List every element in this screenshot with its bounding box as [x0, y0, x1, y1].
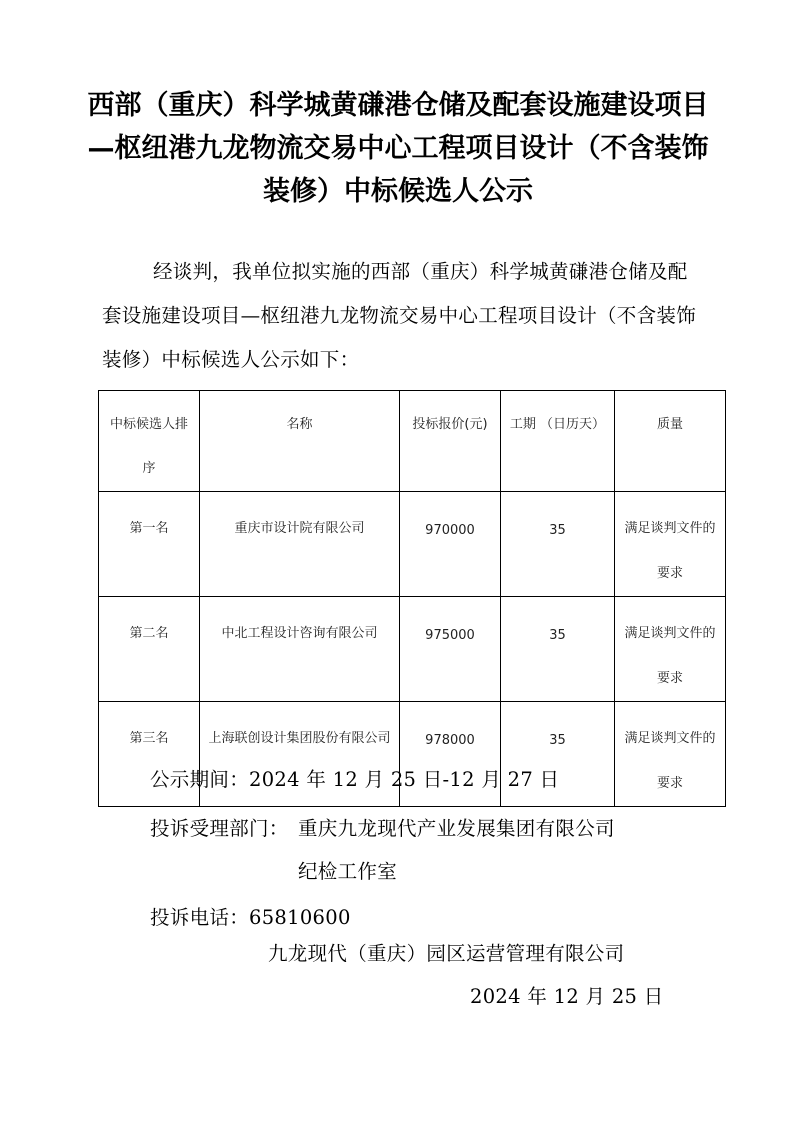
- price-cell: 970000: [400, 492, 501, 597]
- issue-date: 2024 年 12 月 25 日: [470, 985, 664, 1008]
- header-price: 投标报价(元): [400, 391, 501, 492]
- quality-cell: 满足谈判文件的要求: [615, 492, 726, 597]
- table-header-row: [99, 391, 726, 492]
- header-name: 名称: [200, 391, 400, 492]
- days-cell: 35: [501, 597, 615, 702]
- header-quality: 质量: [615, 391, 726, 492]
- days-cell: 35: [501, 702, 615, 807]
- complaint-dept-name: 重庆九龙现代产业发展集团有限公司: [298, 817, 615, 840]
- intro-paragraph: 经谈判，我单位拟实施的西部（重庆）科学城黄磏港仓储及配套设施建设项目—枢纽港九龙物流交易中心工程项目设计（不含装饰装修）中标候选人公示如下：: [102, 260, 697, 371]
- name-cell: 重庆市设计院有限公司: [200, 492, 400, 597]
- days-cell: 35: [501, 492, 615, 597]
- rank-cell: 第三名: [99, 702, 200, 807]
- issuer-name: 九龙现代（重庆）园区运营管理有限公司: [268, 942, 625, 965]
- complaint-dept-label: 投诉受理部门：: [150, 817, 289, 840]
- header-rank: 中标候选人排序: [99, 391, 200, 492]
- price-cell: 975000: [400, 597, 501, 702]
- name-cell: 上海联创设计集团股份有限公司: [200, 702, 400, 807]
- rank-cell: 第二名: [99, 597, 200, 702]
- complaint-dept-office: 纪检工作室: [298, 860, 398, 883]
- table-row: [99, 492, 726, 597]
- quality-cell: 满足谈判文件的要求: [615, 702, 726, 807]
- table-row: [99, 597, 726, 702]
- complaint-phone: 投诉电话：65810600: [150, 906, 351, 929]
- quality-cell: 满足谈判文件的要求: [615, 597, 726, 702]
- rank-cell: 第一名: [99, 492, 200, 597]
- candidate-table: [98, 390, 726, 807]
- header-days: 工期 （日历天）: [501, 391, 615, 492]
- notice-period: 公示期间：2024 年 12 月 25 日-12 月 27 日: [150, 768, 560, 791]
- price-cell: 978000: [400, 702, 501, 807]
- page-title: 西部（重庆）科学城黄磏港仓储及配套设施建设项目—枢纽港九龙物流交易中心工程项目设计（不含装饰装修）中标候选人公示: [87, 90, 709, 207]
- name-cell: 中北工程设计咨询有限公司: [200, 597, 400, 702]
